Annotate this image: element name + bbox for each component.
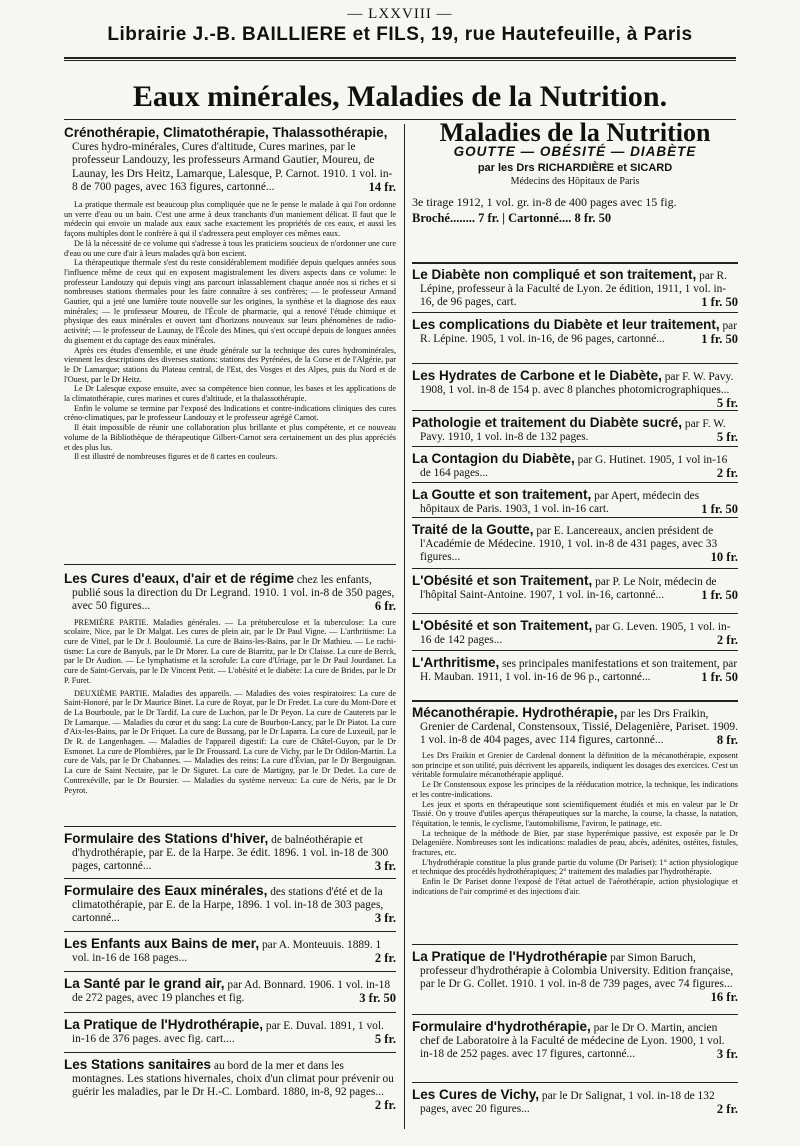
entry-price: 16 fr. [710,990,738,1004]
entry-price: 5 fr. [716,430,738,444]
header-rule-thin [64,60,736,61]
paragraph: L'hydrothérapie constitue la plus grande partie du volume (Dr Pariset): 1° action physiologique et technique des procédés hydrothérapiques; 2° traitement des maladies par l'hydrothérapie. [412,857,738,877]
catalogue-entry [412,574,738,602]
entry-desc: par R. Lépine. 1905, 1 vol. in-16, de 96 pages, cartonné... [420,320,737,345]
catalogue-entry [412,488,738,516]
catalogue-entry [412,369,738,410]
entry-desc: ses principales manifestations et son traitement, par H. Mauban. 1911, 1 vol. in-16 de 96 p., cartonné... [420,658,738,683]
divider [412,517,738,518]
paragraph: Le Dr Lalesque expose ensuite, avec sa compétence bien connue, les bases et les applications de la climatothérapie, cures marines et cures d'altitude, et la thalassothérapie. [64,384,396,404]
divider [64,826,396,827]
entry-desc: par le Dr O. Martin, ancien chef de Laboratoire à la Faculté de médecine de Lyon. 1900, 1 vol. in-18 de 252 pages. avec 17 figures, cartonné... [420,1022,725,1060]
main-title: Eaux minérales, Maladies de la Nutrition. [132,80,668,113]
divider [64,1052,396,1053]
entry-price: 2 fr. [716,633,738,647]
catalogue-entry [64,832,396,873]
catalogue-entry [412,950,738,1004]
entry-desc: par Apert, médecin des hôpitaux de Paris. 1903, 1 vol. in-16 cart. [420,490,700,515]
entry-title: La Contagion du Diabète, [412,451,575,466]
entry-title: Les Cures de Vichy, [412,1087,540,1102]
entry-title: Les Cures d'eaux, d'air et de régime [64,571,295,586]
entry-desc: par F. W. Pavy. 1910, 1 vol. in-8 de 132 pages. [420,418,726,443]
paragraph: Les Drs Fraikin et Grenier de Cardenal donnent la définition de la mécanothérapie, exposent son principe et son utilité, puis décrivent les appareils, indiquent les dosages des exercices. C'est un véritable formulaire mécanothérapie appliqué. [412,751,738,780]
right-column [412,118,738,1136]
catalogue-entry [412,619,738,647]
paragraph: Enfin le volume se termine par l'exposé des Indications et contre-indications cliniques des cures créno-climatiques, par le professeur Landouzy et le professeur agrégé Carnot. [64,403,396,423]
feature-title: Maladies de la Nutrition [439,118,711,147]
entry-price: 1 fr. 50 [701,295,738,309]
divider [64,564,396,565]
entry-price: 1 fr. 50 [701,670,738,684]
entry-price: 2 fr. [374,951,396,965]
entry-desc: par A. Monteuuis. 1889. 1 vol. in-16 de 168 pages... [72,939,382,964]
publisher-header: Librairie J.-B. BAILLIERE et FILS, 19, rue Hautefeuille, à Paris [107,24,693,45]
entry-title: La Pratique de l'Hydrothérapie, [64,1017,264,1032]
entry-desc: par Ad. Bonnard. 1906. 1 vol. in-18 de 272 pages, avec 19 planches et fig. [72,979,391,1004]
divider [412,1014,738,1015]
entry-desc: par Simon Baruch, professeur d'hydrothérapie à Colombia University. Edition française, par le Dr G. Collet. 1910. 1 vol. in-8 de 739 pages, avec 74 figures... [420,952,734,990]
catalogue-entry [412,1020,738,1061]
crenotherapie-description [64,200,396,462]
catalogue-entry [412,416,738,444]
crenotherapie-entry [64,126,396,462]
paragraph: Le Dr Constensoux expose les principes de la rééducation motrice, la technique, les indications et les contre-indications. [412,780,738,799]
paragraph: Enfin le Dr Pariset donne l'exposé de l'état actuel de l'aérothérapie, action physiologique et indications de l'air comprimé et des injections d'air. [412,877,738,896]
entry-title: Traité de la Goutte, [412,522,534,537]
entry-desc: par le Dr Salignat, 1 vol. in-18 de 132 pages, avec 20 figures... [420,1090,715,1115]
divider [64,878,396,879]
catalogue-entry [412,523,738,564]
feature-edition: 3e tirage 1912, 1 vol. gr. in-8 de 400 pages avec 15 fig. [412,195,677,209]
entry-desc: par G. Hutinet. 1905, 1 vol in-16 de 164 pages... [420,454,728,479]
divider [412,410,738,411]
catalogue-entry [412,656,738,684]
paragraph: Il est illustré de nombreuses figures et de 8 cartes en couleurs. [74,452,278,462]
catalogue-entry [412,452,738,480]
entry-title: Crénothérapie, Climatothérapie, Thalassothérapie, [64,125,388,140]
divider [64,931,396,932]
paragraph: Il était impossible de réunir une collaboration plus brillante et plus compétente, et ce nouveau volume de la Bibliothèque de thérapeutique Gilbert-Carnot sera certainement un des plus appréciés et des plus lus. [64,423,396,452]
divider [412,262,738,264]
catalogue-entry [412,268,738,309]
entry-price: 5 fr. [374,1032,396,1046]
paragraph: La technique de la méthode de Bier, par stase hyperémique passive, est exposée par le Dr Delagenière. Nombreuses sont les indications: maladies de peau, abcès, adénites, ostéites, fistules, fractures, etc. [412,828,738,858]
catalogue-entry [64,977,396,1005]
page-folio: — LXXVIII — [347,6,453,22]
paragraph: DEUXIÈME PARTIE. Maladies des appareils. — Maladies des voies respiratoires: La cure de Saint-Honoré, par le Dr Maurice Binet. La cure de Royat, par le Dr Fredet. La cure du Mont-Dore et de La Bourboule, par le Dr Tardif. La cure de Luchon, par le Dr Peyon. La cure de Cauterets par le Dr Lamarque. — Maladies du cœur et du sang: La cure de Bourbon-Lancy, par le Dr Piatot. La cure d'Aix-les-Bains, par le Dr Friquet. La cure de Bussang, par le Dr Laparra. La cure de Luxeuil, par le Dr R. de Langenhagen. — Maladies de l'appareil digestif: La cure de Châtel-Guyon, par le Dr Esmonet. La cure de Plombières, par le Dr Froussard. La cure de Vichy, par le Dr Odilon-Martin. La cure de Vals, par le Dr Chabannes. — Maladies des reins: La cure d'Évian, par le Dr Bergouignan. La cure de Saint Nectaire, par le Dr Siguret. La cure de Martigny, par le Dr Dedet. La cure de Contrexéville, par le Dr Boursier. — Maladies du système nerveux: La cure de Néris, par le Dr Peyrot. [64,688,396,795]
entry-desc: par P. Le Noir, médecin de l'hôpital Saint-Antoine. 1907, 1 vol. in-16, cartonné... [420,576,717,601]
catalogue-entry [412,318,738,346]
cures-entry [64,572,396,795]
entry-price: 5 fr. [716,396,738,410]
column-divider [404,124,405,1129]
entry-desc: par R. Lépine, professeur à la Faculté de Lyon. 2e édition, 1911, 1 vol. in-16, de 96 pages, cart. [420,270,727,308]
feature-affiliation: Médecins des Hôpitaux de Paris [510,176,640,187]
entry-title: La Pratique de l'Hydrothérapie [412,949,608,964]
divider [412,568,738,569]
entry-title: L'Obésité et son Traitement, [412,618,593,633]
entry-price: 3 fr. [716,1047,738,1061]
divider [412,363,738,364]
divider [412,944,738,945]
entry-title: Mécanothérapie. Hydrothérapie, [412,705,618,720]
entry-title: La Goutte et son traitement, [412,487,592,502]
entry-price: 3 fr. [374,859,396,873]
entry-title: La Santé par le grand air, [64,976,225,991]
entry-price: 8 fr. [716,733,738,747]
paragraph: La thérapeutique thermale s'est du reste considérablement modifiée depuis quelques années sous l'influence même de ceux qui en exposent magistralement les divers aspects dans ce volume: le professeur Landouzy qui depuis vingt ans parcourt inlassablement chaque année nos si riches et si nombreuses stations thermales pour les faire connaître à ses confrères; — le professeur Armand Gautier, qui a jeté une lumière toute nouvelle sur les origines, la synthèse et la diagnose des eaux minérales; — le professeur Moureu, de l'École de pharmacie, qui a renové l'étude chimique et physique des eaux minérales et ouvert tant d'horizons nouveaux sur leurs phénomènes de radio-activité; — le professeur de Launay, de l'École des Mines, qui s'est occupé depuis de longues années du gisement et du captage des eaux minérales. [64,258,396,345]
divider [412,482,738,483]
entry-price: 10 fr. [710,550,738,564]
nutrition-feature-box [412,118,738,225]
entry-price: 6 fr. [374,599,396,614]
entry-desc: de balnéothérapie et d'hydrothérapie, par E. de la Harpe. 3e édit. 1896. 1 vol. in-18 de 300 pages, cartonné... [72,834,389,872]
mecanotherapie-description [412,751,738,897]
feature-subtitle: GOUTTE — OBÉSITÉ — DIABÈTE [453,144,697,159]
feature-authors: par les Drs RICHARDIÈRE et SICARD [477,162,673,174]
entry-price: 1 fr. 50 [701,588,738,602]
entry-desc: par E. Lancereaux, ancien président de l'Académie de Médecine. 1910, 1 vol. in-8 de 431 pages, avec 33 figures... [420,525,718,563]
paragraph: Après ces études d'ensemble, et une étude générale sur la technique des cures hydrominérales, viennent les descriptions des diverses stations: stations des Pyrénées, de la Corse et de l'Algérie, par le Dr Lamarque; stations du Plateau central, de l'Est, des Vosges et des Alpes, puis du Nord et de l'Ouest, par le Dr Heitz. [64,345,396,384]
entry-title: Formulaire des Stations d'hiver, [64,831,269,846]
mecanotherapie-entry [412,706,738,897]
entry-desc: par E. Duval. 1891, 1 vol. in-16 de 376 pages. avec fig. cart.... [72,1020,384,1045]
catalogue-entry [412,1088,738,1116]
entry-desc: Cures hydro-minérales, Cures d'altitude, Cures marines, par le professeur Landouzy, les professeurs Armand Gautier, Moureu, de Launay, les Drs Heitz, Lamarque, Lalesque, P. Carnot. 1910. 1 vol. in-8 de 700 pages, avec 163 figures, cartonné... [72,141,393,193]
entry-price: 2 fr. [716,1102,738,1116]
entry-price: 14 fr. [368,179,396,194]
paragraph: De là la nécessité de ce volume qui s'adresse à tous les praticiens soucieux de n'ordonner une cure d'eau ou une cure d'air à leurs malades qu'à bon escient. [64,238,396,258]
entry-price: 1 fr. 50 [701,502,738,516]
entry-desc: par F. W. Pavy. 1908, 1 vol. in-8 de 154 p. avec 8 planches photomicrographiques... [420,371,734,396]
divider [412,650,738,651]
entry-price: 1 fr. 50 [701,332,738,346]
header-rule [64,57,736,59]
entry-title: Les Enfants aux Bains de mer, [64,936,260,951]
entry-desc: par les Drs Fraikin, Grenier de Cardenal, Constensoux, Tissié, Delagenière, Pariset. 1909. 1 vol. in-8 de 404 pages, avec 114 figures, cartonné... [420,708,738,746]
divider [412,312,738,313]
entry-title: L'Arthritisme, [412,655,500,670]
entry-price: 3 fr. 50 [359,991,396,1005]
cures-contents [64,618,396,796]
entry-title: Formulaire des Eaux minérales, [64,883,268,898]
entry-price: 3 fr. [374,911,396,925]
catalogue-entry [64,937,396,965]
entry-title: Le Diabète non compliqué et son traitement, [412,267,697,282]
paragraph: Les jeux et sports en thérapeutique sont scientifiquement étudiés et mis en valeur par le Dr Tissié. On y trouve d'utiles aperçus thérapeutiques sur la marche, la course, la chasse, la natation, l'équitation, le tennis, le cyclisme, l'automobilisme, l'aviron, le patinage, etc. [412,799,738,828]
entry-title: Formulaire d'hydrothérapie, [412,1019,591,1034]
divider [412,446,738,447]
divider [412,613,738,614]
catalogue-entry [64,1018,396,1046]
feature-prices: Broché........ 7 fr. | Cartonné.... 8 fr. 50 [412,211,612,225]
entry-desc: chez les enfants, publié sous la direction du Dr Legrand. 1910. 1 vol. in-8 de 350 pages, avec 50 figures... [72,574,395,613]
divider [64,1012,396,1013]
catalogue-entry [64,884,396,925]
entry-desc: des stations d'été et de la climatothérapie, par E. de la Harpe, 1896. 1 vol. in-18 de 303 pages, cartonné... [72,886,384,924]
entry-desc: par G. Leven. 1905, 1 vol. in-16 de 142 pages... [420,621,731,646]
catalogue-entry [64,1058,396,1112]
paragraph: La pratique thermale est beaucoup plus compliquée que ne le pense le malade à qui l'on ordonne un verre d'eau ou un bain. C'est une arme à deux tranchants d'un maniement délicat. Il faut que le médecin qui envoie un malade aux eaux sache exactement les propriétés de ces eaux, et aussi les façons multiples dont le confrère à qui il s'adressera peut employer ces mêmes eaux. [64,200,396,239]
left-column [64,126,396,1136]
entry-title: L'Obésité et son Traitement, [412,573,593,588]
entry-title: Les Hydrates de Carbone et le Diabète, [412,368,662,383]
divider [64,971,396,972]
divider [412,1082,738,1083]
entry-price: 2 fr. [374,1098,396,1112]
entry-title: Les Stations sanitaires [64,1057,212,1072]
entry-desc: au bord de la mer et dans les montagnes. Les stations hivernales, choix d'un climat pour prévenir ou guérir les maladies, par le Dr H.-C. Lombard. 1880, in-8, 92 pages... [72,1060,394,1098]
entry-title: Les complications du Diabète et leur traitement, [412,317,720,332]
entry-title: Pathologie et traitement du Diabète sucré, [412,415,683,430]
divider [412,700,738,702]
paragraph: PREMIÈRE PARTIE. Maladies générales. — La prétuberculose et la tuberculose: La cure scolaire, Nice, par le Dr Malgat. Les cures de plein air, par le Dr Paul Vigne. — L'arthritisme: La cure de Vittel, par le Dr J. Bouloumié. La cure de Bains-les-Bains, par le Dr Mathieu. — Le rachitisme: La cure de Banyuls, par le Dr Morer. La cure de Biarritz, par le Dr Claisse. La cure de Berck, par le Dr Audion. — Le lymphatisme et la scrofule: La cure d'Uriage, par le Dr Paul Jourdanet. La cure de Saint-Gervais, par le Dr Vincent Petit. — L'obésité et le diabète: La cure de Brides, par le Dr P. Furet. [64,617,396,685]
entry-price: 2 fr. [716,466,738,480]
